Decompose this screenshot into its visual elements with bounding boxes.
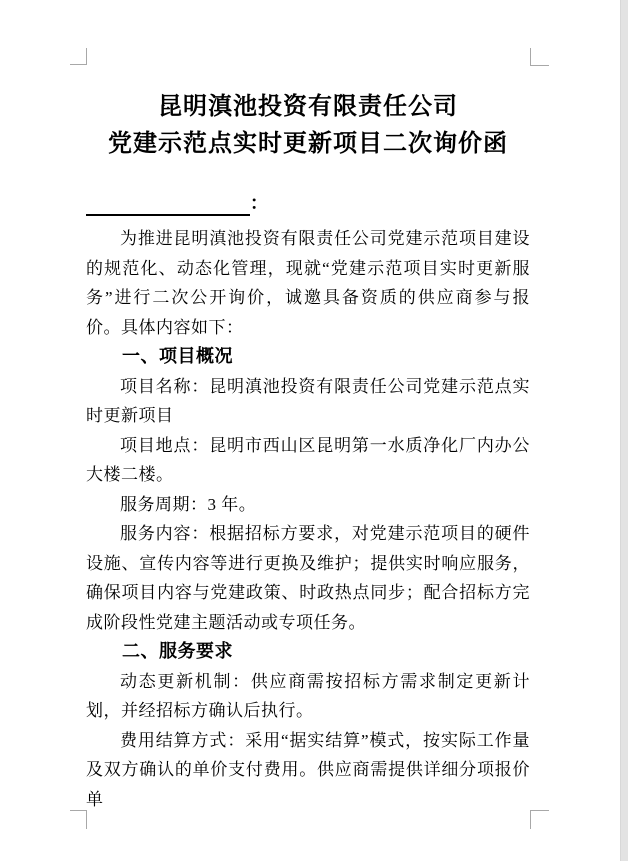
section-heading-service-requirements: 二、服务要求 — [122, 641, 233, 661]
paragraph-service-period: 服务周期：3 年。 — [120, 494, 257, 514]
paragraph-update-mechanism: 动态更新机制：供应商需按招标方需求制定更新计划，并经招标方确认后执行。 — [86, 671, 530, 720]
text-boundary-mark-bottom-left — [70, 810, 87, 829]
paragraph-project-location: 项目地点：昆明市西山区昆明第一水质净化厂内办公大楼二楼。 — [86, 435, 530, 484]
document-body — [86, 224, 530, 814]
salutation-line — [86, 188, 530, 216]
document-title-line-1: 昆明滇池投资有限责任公司 — [158, 94, 458, 120]
text-boundary-mark-bottom-right — [530, 810, 549, 829]
paragraph-project-name: 项目名称：昆明滇池投资有限责任公司党建示范点实时更新项目 — [86, 376, 530, 425]
text-boundary-mark-top-right — [530, 48, 549, 66]
paragraph-service-content: 服务内容：根据招标方要求，对党建示范项目的硬件设施、宣传内容等进行更换及维护；提供实时响应服务，确保项目内容与党建政策、时政热点同步；配合招标方完成阶段性党建主题活动或专项任务。 — [86, 524, 530, 632]
text-boundary-mark-top-left — [70, 48, 87, 65]
document-title — [86, 89, 530, 163]
document-content — [86, 64, 530, 814]
section-heading-project-overview: 一、项目概况 — [122, 346, 233, 366]
paragraph-fee-settlement: 费用结算方式：采用“据实结算”模式，按实际工作量及双方确认的单价支付费用。供应商需提供详细分项报价单 — [86, 730, 530, 809]
salutation-colon: ： — [250, 193, 268, 213]
document-title-line-2: 党建示范点实时更新项目二次询价函 — [108, 131, 508, 157]
recipient-blank-underline — [86, 190, 250, 216]
paragraph-intro: 为推进昆明滇池投资有限责任公司党建示范项目建设的规范化、动态化管理，现就“党建示范项目实时更新服务”进行二次公开询价，诚邀具备资质的供应商参与报价。具体内容如下： — [86, 229, 530, 337]
page-edge-gutter — [620, 0, 628, 861]
